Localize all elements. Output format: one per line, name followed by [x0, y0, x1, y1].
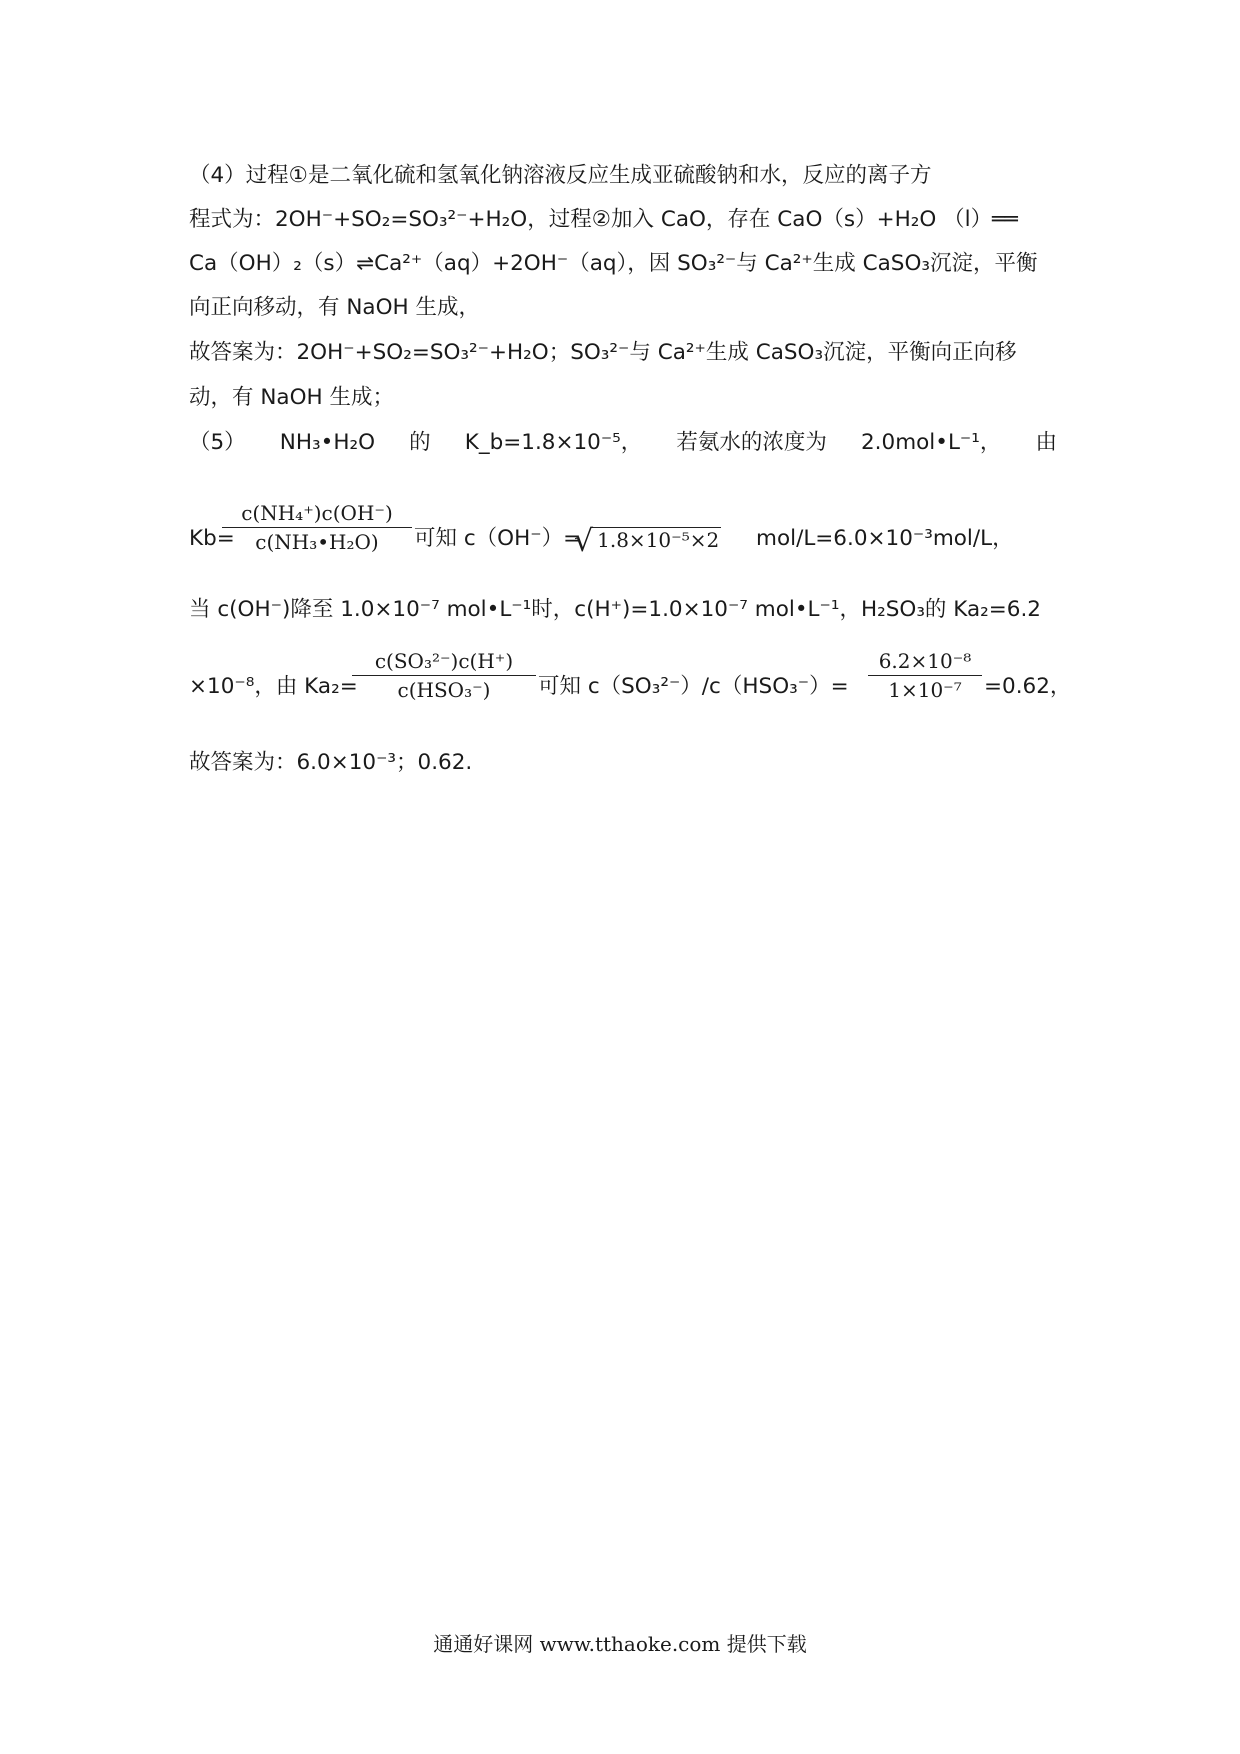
ka-prefix: ×10⁻⁸，由 Ka₂=: [189, 674, 358, 699]
footer-source: 通通好课网 www.tthaoke.com 提供下载: [433, 1632, 807, 1656]
p5-part: K_b=1.8×10⁻⁵，: [464, 430, 643, 455]
kb-prefix: Kb=: [189, 526, 235, 551]
ratio-denominator: 1×10⁻⁷: [888, 678, 962, 702]
p5-line1: [189, 428, 1057, 458]
ratio-result: =0.62，: [984, 674, 1072, 699]
sqrt-icon: √: [574, 524, 594, 559]
kb-fraction: [222, 500, 412, 555]
p4-line4: 向正向移动，有 NaOH 生成，: [189, 295, 481, 320]
p5-answer: 故答案为：6.0×10⁻³；0.62.: [189, 750, 473, 775]
p5-part: 的: [409, 430, 431, 455]
kb-denominator: c(NH₃•H₂O): [255, 530, 379, 554]
ratio-numerator: 6.2×10⁻⁸: [878, 649, 972, 673]
ka-numerator: c(SO₃²⁻)c(H⁺): [374, 649, 514, 673]
p5-part: 由: [1035, 430, 1057, 455]
p5-part: NH₃•H₂O: [279, 430, 376, 455]
ka-mid-text: 可知 c（SO₃²⁻）/c（HSO₃⁻）=: [538, 674, 849, 699]
kb-result: mol/L=6.0×10⁻³mol/L，: [756, 526, 1014, 551]
p4-line1: （4）过程①是二氧化硫和氢氧化钠溶液反应生成亚硫酸钠和水，反应的离子方: [189, 163, 932, 188]
kb-mid-text: 可知 c（OH⁻）=: [414, 526, 582, 551]
fraction-bar: [222, 527, 412, 528]
p5-part: （5）: [189, 430, 246, 455]
p5-part: 2.0mol•L⁻¹，: [861, 430, 1002, 455]
fraction-bar: [868, 675, 982, 676]
ka-denominator: c(HSO₃⁻): [397, 678, 491, 702]
p4-line5: 故答案为：2OH⁻+SO₂=SO₃²⁻+H₂O；SO₃²⁻与 Ca²⁺生成 CaSO₃沉淀，平衡向正向移: [189, 340, 1017, 365]
p4-line6: 动，有 NaOH 生成；: [189, 385, 395, 410]
ratio-fraction: [868, 648, 982, 703]
p5-part: 若氨水的浓度为: [676, 430, 827, 455]
kb-numerator: c(NH₄⁺)c(OH⁻): [241, 501, 393, 525]
p4-line2: 程式为：2OH⁻+SO₂=SO₃²⁻+H₂O，过程②加入 CaO，存在 CaO（s）+H₂O （l）══: [189, 207, 1019, 232]
fraction-bar: [352, 675, 536, 676]
ka-fraction: [352, 648, 536, 703]
sqrt-content: 1.8×10⁻⁵×2: [593, 527, 721, 552]
p5-line3: 当 c(OH⁻)降至 1.0×10⁻⁷ mol•L⁻¹时，c(H⁺)=1.0×10⁻⁷ mol•L⁻¹，H₂SO₃的 Ka₂=6.2: [189, 597, 1041, 622]
sqrt-expression: [574, 520, 721, 559]
p4-line3: Ca（OH）₂（s）⇌Ca²⁺（aq）+2OH⁻（aq），因 SO₃²⁻与 Ca²⁺生成 CaSO₃沉淀，平衡: [189, 251, 1038, 276]
